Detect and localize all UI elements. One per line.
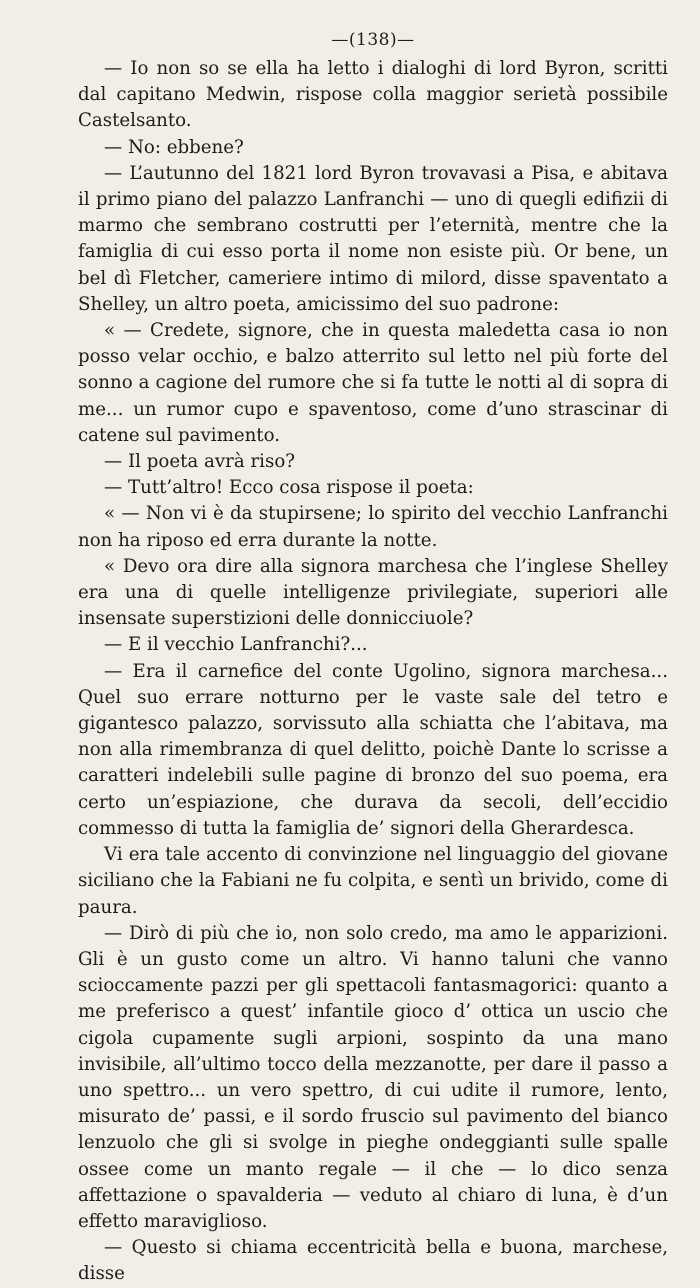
paragraph: — Dirò di più che io, non solo credo, ma amo le apparizioni. Gli è un gusto come un altro. Vi hanno taluni che vanno scioccamente pazzi per gli spettacoli fantasmagorici: quanto a me preferisco a quest’ infantile gioco d’ ottica un uscio che cigola cupamente sugli arpioni, sospinto da una mano invisibile, all’ultimo tocco della mezzanotte, per dare il passo a uno spettro... un vero spettro, di cui udite il rumore, lento, misurato de’ passi, e il sordo fruscio sul pavimento del bianco lenzuolo che gli si svolge in pieghe ondeggianti sulle spalle ossee come un manto regale — il che — lo dico senza affettazione o spavalderia — veduto al chiaro di luna, è d’un effetto maraviglioso. bbox=[78, 922, 668, 1232]
paragraph: — No: ebbene? bbox=[104, 136, 244, 158]
paragraph: « — Credete, signore, che in questa maledetta casa io non posso velar occhio, e balzo atterrito sul letto nel più forte del sonno a cagione del rumore che si fa tutte le notti al di sopra di me... un rumor cupo e spaventoso, come d’uno strascinar di catene sul pavimento. bbox=[78, 320, 668, 446]
paragraph: — E il vecchio Lanfranchi?... bbox=[104, 634, 368, 656]
paragraph: « — Non vi è da stupirsene; lo spirito del vecchio Lanfranchi non ha riposo ed erra durante la notte. bbox=[78, 503, 668, 551]
paragraph: — Questo si chiama eccentricità bella e buona, marchese, disse bbox=[78, 1237, 668, 1285]
paragraph: — Era il carnefice del conte Ugolino, signora marchesa... Quel suo errare notturno per le vaste sale del tetro e gigantesco palazzo, sorvissuto alla schiatta che l’abitava, ma non alla rimembranza di quel delitto, poichè Dante lo scrisse a caratteri indelebili sulle pagine di bronzo del suo poema, era certo un’espiazione, che durava da secoli, dell’eccidio commesso di tutta la famiglia de’ signori della Gherardesca. bbox=[78, 660, 668, 839]
page-number-header: —(138)— bbox=[331, 30, 415, 50]
paragraph: — Il poeta avrà riso? bbox=[104, 451, 296, 473]
paragraph: — Tutt’altro! Ecco cosa rispose il poeta: bbox=[104, 477, 474, 499]
paragraph: « Devo ora dire alla signora marchesa che l’inglese Shelley era una di quelle intelligenze privilegiate, superiori alle insensate superstizioni delle donnicciuole? bbox=[78, 555, 668, 630]
paragraph: — L’autunno del 1821 lord Byron trovavasi a Pisa, e abitava il primo piano del palazzo Lanfranchi — uno di quegli edifizii di marmo che sembrano costrutti per l’eternità, mentre che la famiglia di cui esso porta il nome non esiste più. Or bene, un bel dì Fletcher, cameriere intimo di milord, disse spaventato a Shelley, un altro poeta, amicissimo del suo padrone: bbox=[78, 162, 668, 315]
paragraph: Vi era tale accento di convinzione nel linguaggio del giovane siciliano che la Fabiani ne fu colpita, e sentì un brivido, come di paura. bbox=[78, 844, 668, 918]
body-text bbox=[78, 56, 668, 1288]
paragraph: — Io non so se ella ha letto i dialoghi di lord Byron, scritti dal capitano Medwin, rispose colla maggior serietà possibile Castelsanto. bbox=[78, 58, 668, 132]
